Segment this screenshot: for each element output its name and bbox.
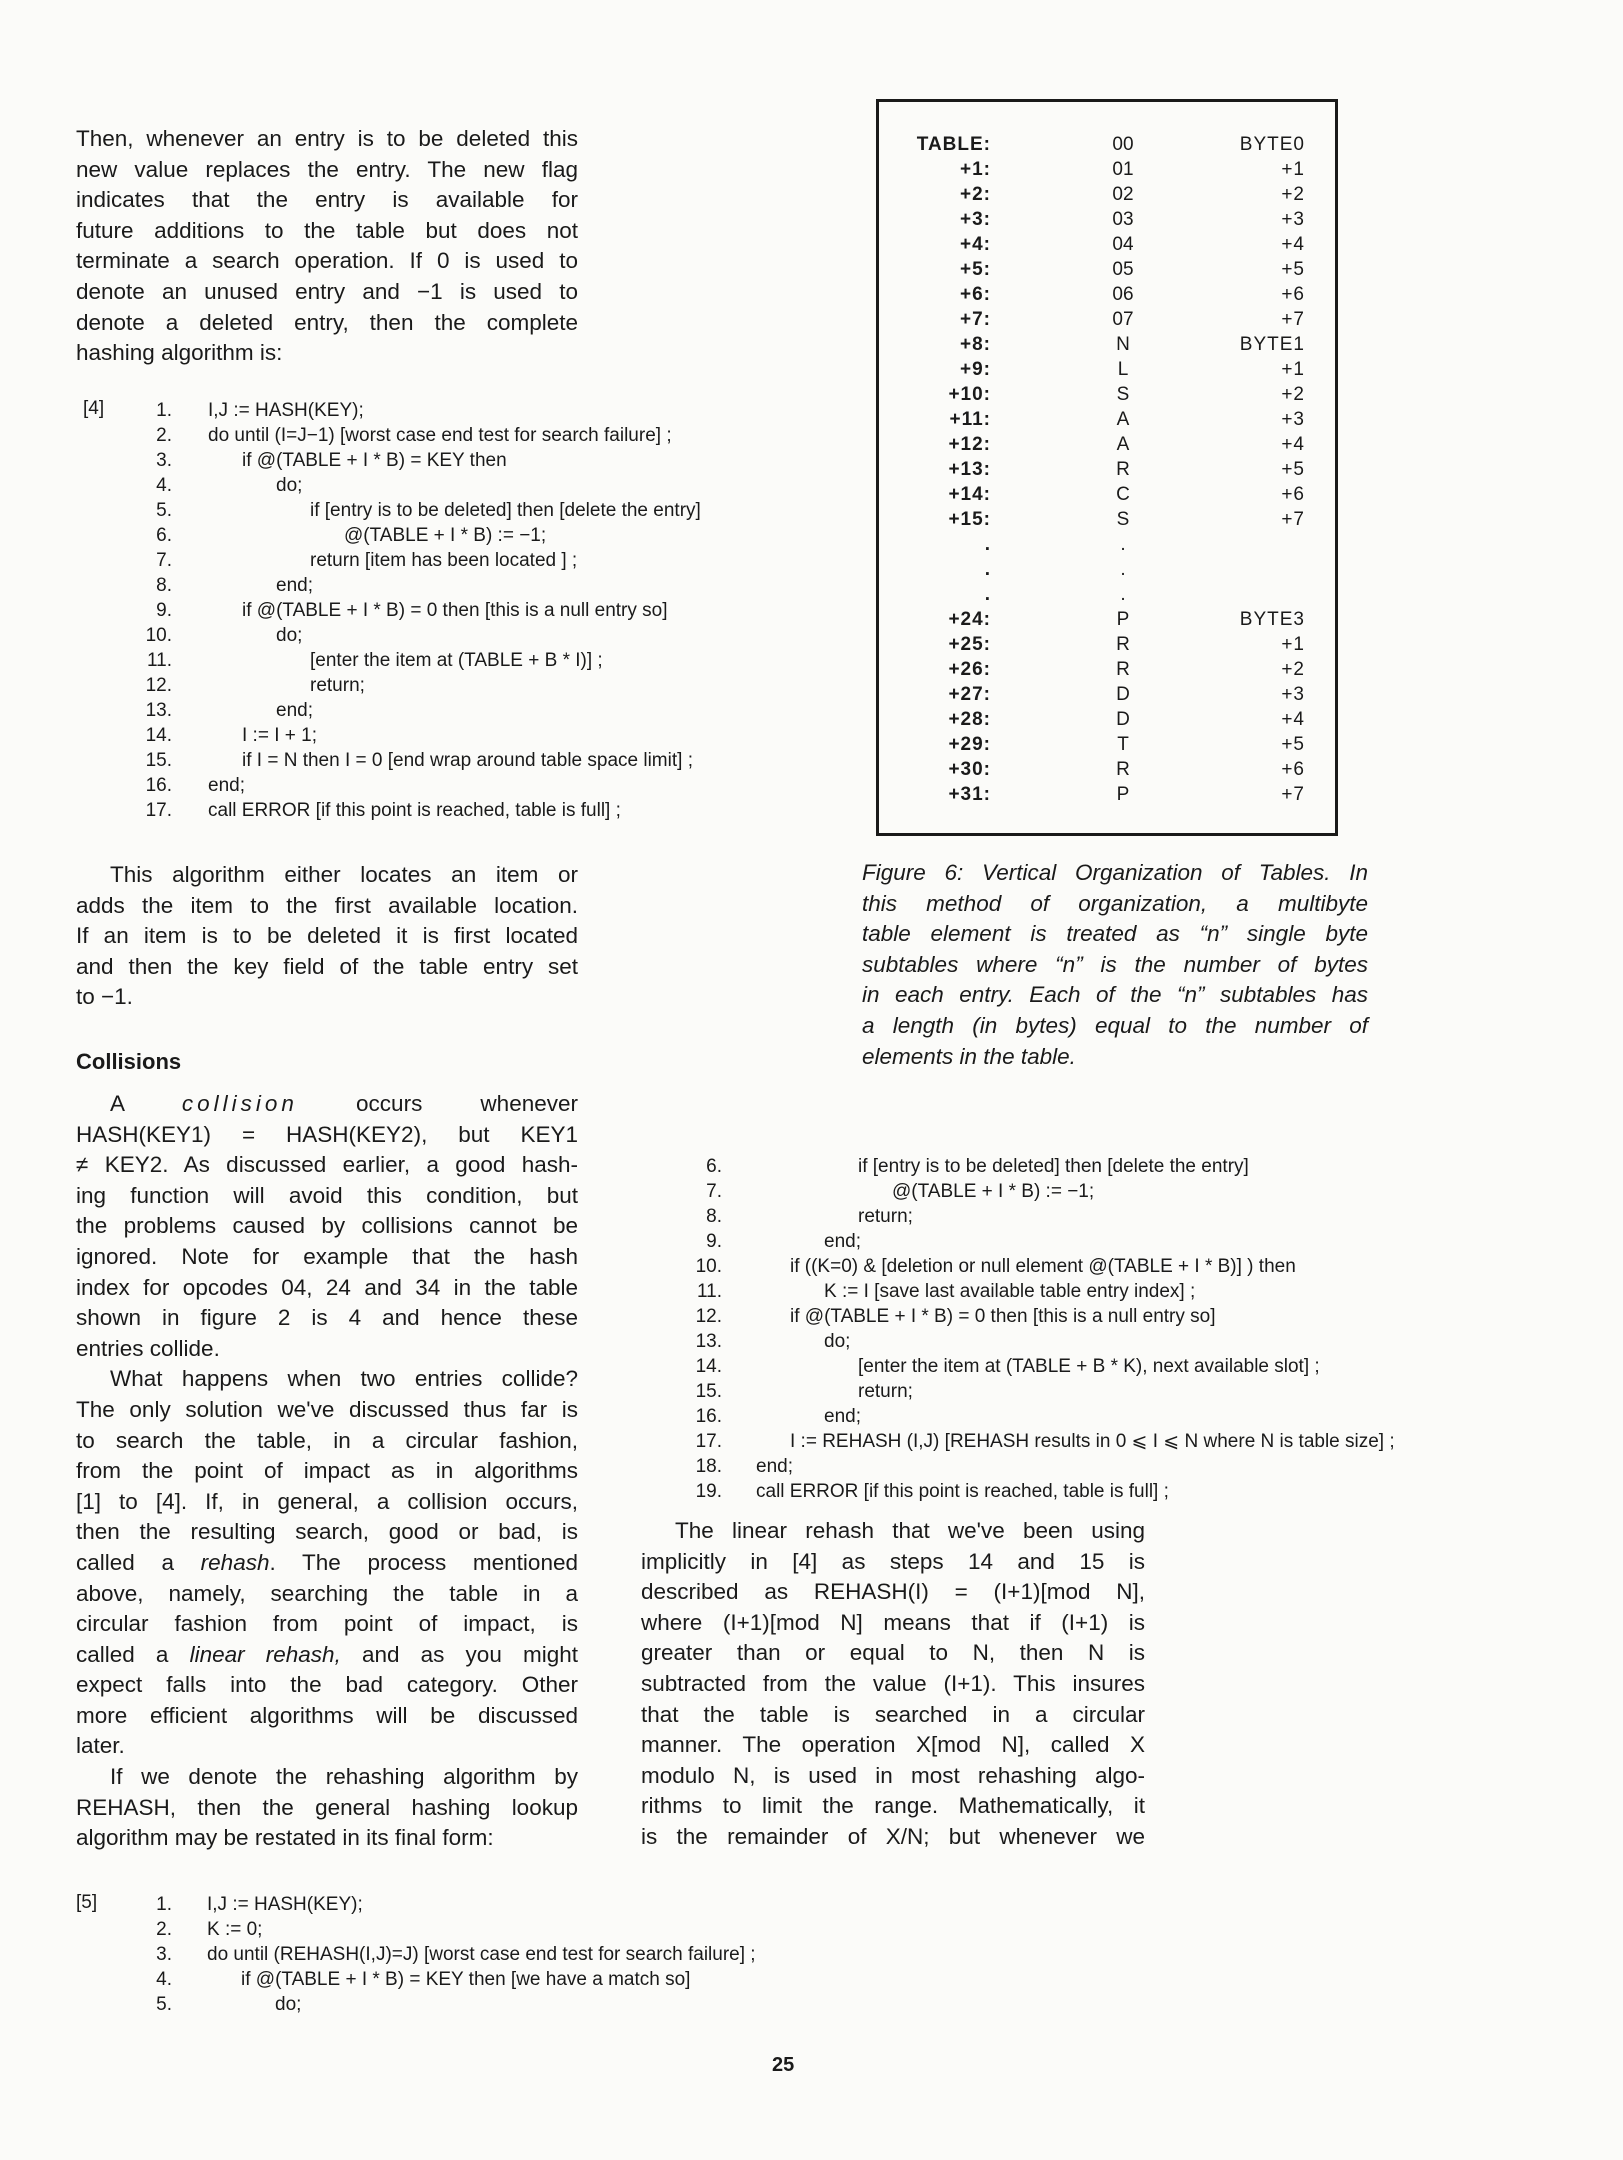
algorithm-4-label: [4] [83,398,105,419]
text-line: in each entry. Each of the “n” subtables has [862,982,1368,1008]
text-line: terminate a search operation. If 0 is used to [76,248,578,274]
text-segment: The only solution we've discussed thus far is [76,1396,578,1422]
line-number: 7. [156,550,172,571]
text-segment: called a [76,1641,190,1667]
code-text: end; [824,1231,861,1252]
text-line [76,1487,578,1518]
text-line: hashing algorithm is: [76,340,283,366]
text-line [76,1334,578,1365]
byte-label: +6 [1281,759,1305,780]
offset-label: +14: [948,484,991,505]
offset-label: TABLE: [916,134,991,155]
byte-value: A [1116,409,1130,430]
emphasized-term: collision [181,1091,298,1116]
table-row [879,382,1335,407]
table-row [879,707,1335,732]
text-line [76,1273,578,1304]
table-row [879,232,1335,257]
code-text: call ERROR [if this point is reached, table is full] ; [208,800,621,821]
text-segment: circular fashion from point of impact, is [76,1611,578,1637]
offset-label: +6: [960,284,991,305]
text-line [76,1517,578,1548]
text-segment: What happens when two entries collide? [110,1366,578,1392]
code-text: K := 0; [207,1919,263,1940]
code-text: do until (REHASH(I,J)=J) [worst case end test for search failure] ; [207,1944,756,1965]
text-line [76,1670,578,1701]
table-row [879,757,1335,782]
byte-label: +5 [1281,259,1305,280]
byte-value: L [1117,359,1129,380]
algorithm-5-label: [5] [76,1892,98,1913]
byte-label: +6 [1281,284,1305,305]
table-row [879,357,1335,382]
byte-value: C [1116,484,1130,505]
text-line [76,1364,578,1395]
table-row [879,432,1335,457]
text-line: described as REHASH(I) = (I+1)[mod N], [641,1579,1145,1605]
byte-label: +7 [1281,784,1305,805]
offset-label: +24: [948,609,991,630]
offset-label: +31: [948,784,991,805]
code-text: end; [276,575,313,596]
text-segment: then the resulting search, good or bad, is [76,1519,578,1545]
code-text: I,J := HASH(KEY); [207,1894,363,1915]
text-segment: occurs whenever [297,1091,578,1116]
text-line: implicitly in [4] as steps 14 and 15 is [641,1548,1145,1574]
byte-label: BYTE1 [1239,334,1305,355]
text-line: denote a deleted entry, then the complete [76,309,578,335]
byte-label: +3 [1281,409,1305,430]
text-line [76,1762,578,1793]
text-segment: HASH(KEY1) = HASH(KEY2), but KEY1 [76,1121,578,1147]
text-line [76,1120,578,1151]
paragraph-collisions [76,1089,578,1854]
line-number: 17. [145,800,172,821]
byte-label: BYTE0 [1239,134,1305,155]
text-segment: and as you might [340,1641,578,1667]
code-text: do; [275,1994,302,2015]
text-segment: expect falls into the bad category. Other [76,1672,578,1698]
line-number: 19. [695,1481,722,1502]
code-text: K := I [save last available table entry index] ; [824,1281,1196,1302]
text-line: elements in the table. [862,1043,1076,1069]
offset-label: +4: [960,234,991,255]
code-text: call ERROR [if this point is reached, table is full] ; [756,1481,1169,1502]
offset-label: +10: [948,384,991,405]
table-row [879,532,1335,557]
code-text: @(TABLE + I * B) := −1; [892,1181,1095,1202]
code-text: if [entry is to be deleted] then [delete the entry] [310,500,701,521]
text-line: a length (in bytes) equal to the number of [862,1012,1368,1038]
emphasized-term: rehash [200,1549,270,1575]
table-row [879,407,1335,432]
text-segment: to search the table, in a circular fashion, [76,1427,578,1453]
paragraph-linear-rehash [641,1516,1145,1853]
byte-value: 03 [1112,209,1134,230]
text-line [76,1609,578,1640]
line-number: 17. [695,1431,722,1452]
table-row [879,257,1335,282]
table-row [879,507,1335,532]
byte-value: 05 [1112,259,1134,280]
text-line: greater than or equal to N, then N is [641,1640,1145,1666]
text-line [76,1731,578,1762]
code-text: end; [824,1406,861,1427]
text-line: denote an unused entry and −1 is used to [76,278,578,304]
text-line [76,1242,578,1273]
emphasized-term: linear rehash, [189,1641,341,1667]
line-number: 5. [156,500,172,521]
text-line [76,1303,578,1334]
text-line [76,1426,578,1457]
code-text: return; [858,1206,913,1227]
line-number: 4. [156,475,172,496]
line-number: 4. [156,1969,172,1990]
byte-value: 02 [1112,184,1134,205]
text-line: adds the item to the first available location. [76,892,578,918]
text-line: If an item is to be deleted it is first located [76,923,578,949]
offset-label: . [984,534,991,555]
code-text: do; [824,1331,851,1352]
line-number: 8. [156,575,172,596]
text-line: that the table is searched in a circular [641,1701,1145,1727]
offset-label: +3: [960,209,991,230]
code-text: return [item has been located ] ; [310,550,578,571]
offset-label: +29: [948,734,991,755]
line-number: 11. [146,650,172,671]
byte-value: T [1117,734,1129,755]
table-row [879,282,1335,307]
text-line: new value replaces the entry. The new flag [76,156,578,182]
text-line: where (I+1)[mod N] means that if (I+1) is [641,1609,1145,1635]
text-line: Then, whenever an entry is to be deleted this [76,126,578,151]
line-number: 1. [156,1894,172,1915]
text-segment: more efficient algorithms will be discussed [76,1702,578,1728]
offset-label: +12: [948,434,991,455]
code-text: if @(TABLE + I * B) = KEY then [242,450,507,471]
text-line [76,1150,578,1181]
line-number: 6. [156,525,172,546]
byte-value: . [1120,584,1126,605]
text-line: and then the key field of the table entry set [76,953,578,979]
text-line: rithms to limit the range. Mathematically, it [641,1793,1145,1819]
table-row [879,132,1335,157]
line-number: 13. [695,1331,722,1352]
page-number: 25 [772,2054,795,2076]
byte-label: BYTE3 [1239,609,1305,630]
code-text: do until (I=J−1) [worst case end test for search failure] ; [208,425,672,446]
text-line: This algorithm either locates an item or [110,862,578,887]
byte-label: +6 [1281,484,1305,505]
byte-label: +2 [1281,384,1305,405]
byte-label: +5 [1281,734,1305,755]
text-line [76,1395,578,1426]
text-line: is the remainder of X/N; but whenever we [641,1823,1145,1849]
text-line [76,1640,578,1671]
code-text: if @(TABLE + I * B) = 0 then [this is a null entry so] [790,1306,1216,1327]
byte-label: +4 [1281,709,1305,730]
line-number: 13. [145,700,172,721]
byte-label: +1 [1281,359,1305,380]
byte-label: +1 [1281,159,1305,180]
text-segment: later. [76,1733,125,1759]
code-text: return; [858,1381,913,1402]
text-line [76,1548,578,1579]
table-row [879,782,1335,807]
text-line [76,1089,578,1120]
byte-value: R [1116,634,1130,655]
offset-label: +1: [960,159,991,180]
line-number: 2. [156,1919,172,1940]
offset-label: +28: [948,709,991,730]
table-row [879,332,1335,357]
table-row [879,307,1335,332]
text-segment: If we denote the rehashing algorithm by [110,1764,578,1790]
code-text: I := I + 1; [242,725,317,746]
text-line [76,1456,578,1487]
table-row [879,557,1335,582]
byte-value: R [1116,659,1130,680]
line-number: 8. [706,1206,722,1227]
offset-label: +15: [948,509,991,530]
text-line: future additions to the table but does not [76,217,578,243]
text-line: modulo N, is used in most rehashing algo- [641,1762,1145,1788]
text-line: to −1. [76,984,133,1010]
table-row [879,582,1335,607]
line-number: 16. [695,1406,722,1427]
code-text: do; [276,625,303,646]
byte-value: R [1116,459,1130,480]
offset-label: . [984,584,991,605]
figure-6-caption [862,858,1368,1072]
line-number: 6. [706,1156,722,1177]
text-line [76,1701,578,1732]
text-segment: algorithm may be restated in its final form: [76,1825,494,1851]
byte-value: . [1120,534,1126,555]
offset-label: +30: [948,759,991,780]
byte-label: +2 [1281,659,1305,680]
text-line: subtracted from the value (I+1). This insures [641,1670,1145,1696]
text-segment: called a [76,1549,201,1575]
byte-label: +4 [1281,434,1305,455]
table-row [879,632,1335,657]
line-number: 14. [695,1356,722,1377]
line-number: 3. [156,1944,172,1965]
line-number: 11. [696,1281,722,1302]
section-heading-collisions: Collisions [76,1049,182,1074]
offset-label: +13: [948,459,991,480]
text-line: indicates that the entry is available for [76,187,578,213]
code-text: if @(TABLE + I * B) = KEY then [we have a match so] [241,1969,691,1990]
line-number: 1. [156,400,172,421]
code-text: return; [310,675,365,696]
line-number: 15. [695,1381,722,1402]
paragraph-algorithm-summary [76,860,578,1013]
byte-label: +4 [1281,234,1305,255]
byte-label: +3 [1281,209,1305,230]
byte-value: 07 [1112,309,1134,330]
byte-label: +1 [1281,634,1305,655]
text-line [76,1211,578,1242]
text-segment: above, namely, searching the table in a [76,1580,578,1606]
code-text: @(TABLE + I * B) := −1; [344,525,547,546]
text-segment: the problems caused by collisions cannot be [76,1213,578,1239]
line-number: 18. [695,1456,722,1477]
text-segment: [1] to [4]. If, in general, a collision occurs, [76,1488,578,1514]
line-number: 9. [156,600,172,621]
text-line: Figure 6: Vertical Organization of Tables. In [862,860,1368,885]
offset-label: +26: [948,659,991,680]
byte-value: 06 [1112,284,1134,305]
code-text: if I = N then I = 0 [end wrap around table space limit] ; [242,750,693,771]
byte-value: . [1120,559,1126,580]
code-text: end; [276,700,313,721]
line-number: 14. [145,725,172,746]
line-number: 15. [145,750,172,771]
text-segment: ignored. Note for example that the hash [76,1243,578,1269]
code-text: [enter the item at (TABLE + B * K), next available slot] ; [858,1356,1320,1377]
byte-value: 04 [1112,234,1134,255]
paragraph-intro [76,124,578,369]
code-text: do; [276,475,303,496]
line-number: 12. [145,675,172,696]
byte-value: P [1116,609,1130,630]
byte-label: +2 [1281,184,1305,205]
line-number: 3. [156,450,172,471]
byte-value: 01 [1112,159,1134,180]
byte-value: S [1116,509,1130,530]
offset-label: +9: [960,359,991,380]
code-text: I,J := HASH(KEY); [208,400,364,421]
table-row [879,682,1335,707]
byte-value: P [1116,784,1130,805]
table-row [879,157,1335,182]
text-segment: from the point of impact as in algorithms [76,1458,578,1484]
offset-label: +5: [960,259,991,280]
table-row [879,732,1335,757]
text-line [76,1793,578,1824]
text-line: this method of organization, a multibyte [862,890,1368,916]
line-number: 10. [695,1256,722,1277]
byte-value: N [1116,334,1130,355]
table-row [879,607,1335,632]
table-row [879,207,1335,232]
byte-label: +3 [1281,684,1305,705]
text-line [76,1579,578,1610]
byte-label: +5 [1281,459,1305,480]
byte-value: D [1116,709,1130,730]
line-number: 2. [156,425,172,446]
offset-label: +8: [960,334,991,355]
code-text: end; [756,1456,793,1477]
offset-label: +25: [948,634,991,655]
text-segment: ing function will avoid this condition, but [76,1182,578,1208]
text-line: table element is treated as “n” single byte [862,921,1368,947]
byte-value: R [1116,759,1130,780]
code-text: if ((K=0) & [deletion or null element @(TABLE + I * B)] ) then [790,1256,1296,1277]
byte-value: A [1116,434,1130,455]
text-segment: . The process mentioned [269,1549,578,1575]
byte-value: S [1116,384,1130,405]
figure-6-table [876,99,1338,836]
line-number: 12. [695,1306,722,1327]
line-number: 5. [156,1994,172,2015]
offset-label: +27: [948,684,991,705]
byte-value: 00 [1112,134,1134,155]
table-row [879,482,1335,507]
byte-label: +7 [1281,509,1305,530]
offset-label: +7: [960,309,991,330]
table-row [879,657,1335,682]
offset-label: . [984,559,991,580]
line-number: 10. [145,625,172,646]
text-segment: shown in figure 2 is 4 and hence these [76,1305,578,1331]
text-line: The linear rehash that we've been using [675,1518,1145,1543]
text-line [76,1823,578,1854]
code-text: I := REHASH (I,J) [REHASH results in 0 ⩽ I ⩽ N where N is table size] ; [790,1431,1395,1452]
table-row [879,457,1335,482]
code-text: if @(TABLE + I * B) = 0 then [this is a null entry so] [242,600,668,621]
code-text: if [entry is to be deleted] then [delete the entry] [858,1156,1249,1177]
code-text: [enter the item at (TABLE + B * I)] ; [310,650,603,671]
text-line: manner. The operation X[mod N], called X [641,1732,1145,1758]
offset-label: +2: [960,184,991,205]
text-segment: entries collide. [76,1335,220,1361]
line-number: 16. [145,775,172,796]
table-row [879,182,1335,207]
line-number: 9. [706,1231,722,1252]
text-segment: REHASH, then the general hashing lookup [76,1794,578,1820]
text-segment: A [110,1091,182,1116]
line-number: 7. [706,1181,722,1202]
byte-label: +7 [1281,309,1305,330]
code-text: end; [208,775,245,796]
text-line [76,1181,578,1212]
offset-label: +11: [949,409,991,430]
text-segment: ≠ KEY2. As discussed earlier, a good hash- [76,1152,578,1178]
text-line: subtables where “n” is the number of bytes [862,951,1368,977]
byte-value: D [1116,684,1130,705]
text-segment: index for opcodes 04, 24 and 34 in the table [76,1274,578,1300]
